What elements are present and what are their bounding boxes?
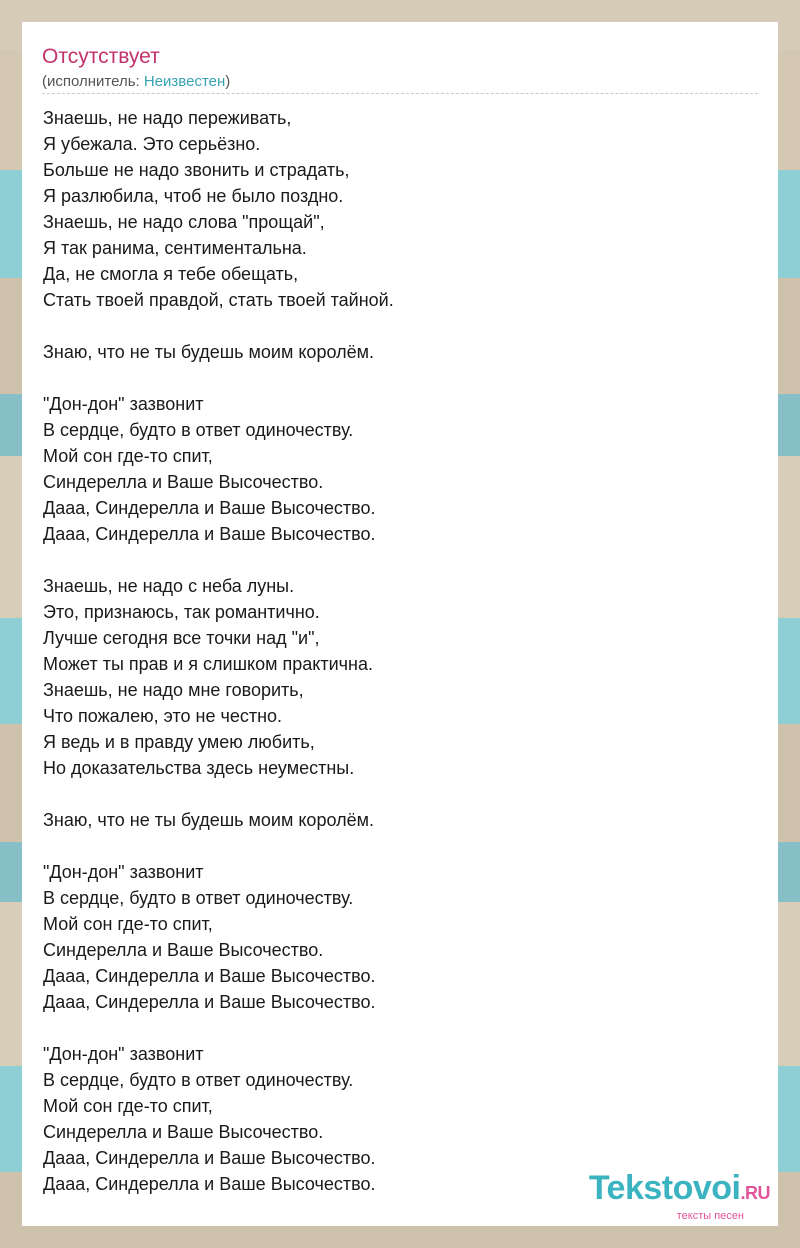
stanza-break: [43, 365, 394, 391]
logo-tld: .RU: [740, 1183, 770, 1203]
stanza-break: [43, 1015, 394, 1041]
lyric-line: Мой сон где-то спит,: [43, 914, 213, 934]
lyric-line: Дааа, Синдерелла и Ваше Высочество.: [43, 524, 376, 544]
divider: [42, 93, 758, 94]
lyric-line: Стать твоей правдой, стать твоей тайной.: [43, 290, 394, 310]
lyric-line: Что пожалею, это не честно.: [43, 706, 283, 726]
lyric-line: "Дон-дон" зазвонит: [43, 862, 204, 882]
stanza-break: [43, 833, 394, 859]
lyric-line: Может ты прав и я слишком практична.: [43, 654, 373, 674]
lyric-line: Знаешь, не надо слова "прощай",: [43, 212, 325, 232]
lyrics-card: [22, 22, 778, 1226]
artist-suffix: ): [225, 73, 231, 90]
lyric-line: Дааа, Синдерелла и Ваше Высочество.: [43, 1174, 376, 1194]
lyric-line: Дааа, Синдерелла и Ваше Высочество.: [43, 992, 376, 1012]
lyric-line: Дааа, Синдерелла и Ваше Высочество.: [43, 1148, 376, 1168]
lyric-line: Знаю, что не ты будешь моим королём.: [43, 810, 374, 830]
lyric-line: Лучше сегодня все точки над "и",: [43, 628, 320, 648]
artist-link[interactable]: Неизвестен: [143, 73, 226, 90]
logo-tagline: тексты песен: [676, 1210, 744, 1222]
lyric-line: Я разлюбила, чтоб не было поздно.: [43, 186, 344, 206]
lyric-line: Но доказательства здесь неуместны.: [43, 758, 355, 778]
lyric-line: Синдерелла и Ваше Высочество.: [43, 472, 324, 492]
stanza-break: [43, 313, 394, 339]
lyric-line: "Дон-дон" зазвонит: [43, 1044, 204, 1064]
lyric-line: Я ведь и в правду умею любить,: [43, 732, 315, 752]
artist-prefix: (исполнитель:: [42, 73, 144, 90]
lyric-line: "Дон-дон" зазвонит: [43, 394, 204, 414]
lyric-line: Больше не надо звонить и страдать,: [43, 160, 350, 180]
lyric-line: Это, признаюсь, так романтично.: [43, 602, 320, 622]
lyric-line: Дааа, Синдерелла и Ваше Высочество.: [43, 498, 376, 518]
song-title[interactable]: Отсутствует: [42, 45, 160, 68]
lyrics-text: [43, 105, 394, 1197]
lyric-line: Синдерелла и Ваше Высочество.: [43, 1122, 324, 1142]
stanza-break: [43, 547, 394, 573]
lyric-line: Знаю, что не ты будешь моим королём.: [43, 342, 374, 362]
stanza-break: [43, 781, 394, 807]
lyric-line: Я убежала. Это серьёзно.: [43, 134, 261, 154]
lyric-line: В сердце, будто в ответ одиночеству.: [43, 420, 354, 440]
lyric-line: Мой сон где-то спит,: [43, 1096, 213, 1116]
lyric-line: Мой сон где-то спит,: [43, 446, 213, 466]
artist-line: [42, 72, 230, 92]
lyric-line: Знаешь, не надо мне говорить,: [43, 680, 304, 700]
lyric-line: Да, не смогла я тебе обещать,: [43, 264, 299, 284]
site-logo[interactable]: [589, 1171, 770, 1222]
lyric-line: В сердце, будто в ответ одиночеству.: [43, 1070, 354, 1090]
lyric-line: Синдерелла и Ваше Высочество.: [43, 940, 324, 960]
lyric-line: Дааа, Синдерелла и Ваше Высочество.: [43, 966, 376, 986]
lyric-line: В сердце, будто в ответ одиночеству.: [43, 888, 354, 908]
lyric-line: Знаешь, не надо переживать,: [43, 108, 292, 128]
logo-name: Tekstovoi: [588, 1169, 741, 1207]
lyric-line: Знаешь, не надо с неба луны.: [43, 576, 295, 596]
lyric-line: Я так ранима, сентиментальна.: [43, 238, 307, 258]
